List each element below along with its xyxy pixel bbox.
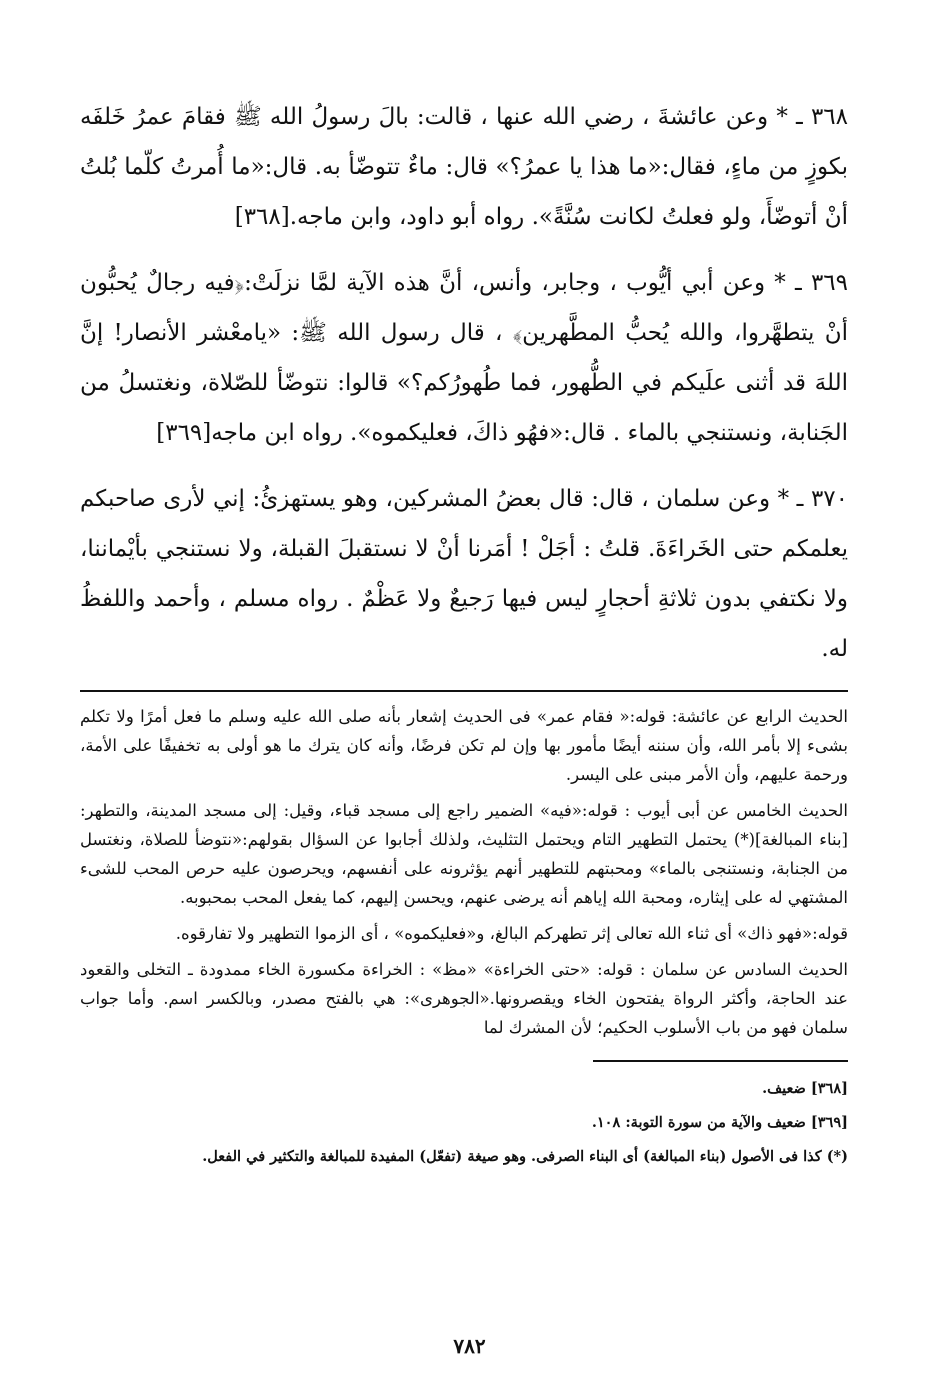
hadith-369: ٣٦٩ ـ * وعن أبي أيُّوب ، وجابر، وأنس، أنَّ هذه الآية لمَّا نزلَتْ:﴿فيه رجالٌ يُحبُّون أنْ يتطهَّروا، والله يُحبُّ المطَّهرين﴾ ، قال رسول الله ﷺ: «يامعْشر الأنصار! إنَّ اللهَ قد أثنى علَيكم في الطُّهور، فما طُهورُكم؟» قالوا: نتوضّأ للصّلاة، ونغتسلُ من الجَنابة، ونستنجي بالماء . قال:«فهُو ذاكَ، فعليكموه». رواه ابن ماجه[٣٦٩]: [80, 270, 848, 446]
page-body: [80, 92, 848, 1178]
footnote-separator: [593, 1060, 848, 1062]
hadith-370: ٣٧٠ ـ * وعن سلمان ، قال: قال بعضُ المشركين، وهو يستهزئُ: إني لأرى صاحبكم يعلمكم حتى الخَراءَةَ. قلتُ : أجَلْ ! أمَرنا أنْ لا نستقبلَ القبلة، ولا نستنجي بأيْماننا، ولا نكتفي بدون ثلاثةِ أحجارٍ ليس فيها رَجيعٌ ولا عَظْمٌ . رواه مسلم ، وأحمد واللفظُ له.: [80, 486, 848, 662]
footnote: (*) كذا فى الأصول (بناء المبالغة) أى البناء الصرفى. وهو صيغة (تفعّل) المفيدة للمبالغة والتكثير في الفعل.: [202, 1148, 848, 1165]
commentary-paragraph: الحديث الرابع عن عائشة: قوله:« فقام عمر» فى الحديث إشعار بأنه صلى الله عليه وسلم ما فعل أمرًا ولا تكلم بشىء إلا بأمر الله، وأن سننه أيضًا مأمور بها وإن لم تكن فرضًا، وأنه كان يترك ما هو أولى به تخفيفًا على الأمة، ورحمة عليهم، وأن الأمر مبنى على اليسر.: [80, 707, 848, 784]
page-number: ٧٨٢: [453, 1334, 486, 1358]
commentary-paragraph: الحديث الخامس عن أبى أيوب : قوله:«فيه» الضمير راجع إلى مسجد قباء، وقيل: إلى مسجد المدينة، والتطهر: [بناء المبالغة](*) يحتمل التطهير التام ويحتمل التثليث، ولذلك أجابوا عن السؤال بقولهم:«نتوضأ للصلاة، ونغتسل من الجنابة، ونستنجى بالماء» ومحبتهم للتطهير أنهم يؤثرونه على أنفسهم، ويحرصون عليه حرص المحب للشىء المشتهي له على إيثاره، ومحبة الله إياهم أنه يرضى عنهم، ويحسن إليهم، كما يفعل المحب بمحبوبه.: [80, 801, 848, 907]
commentary-paragraph: قوله:«فهو ذاك» أى ثناء الله تعالى إثر تطهركم البالغ، و«فعليكموه» ، أى الزموا التطهير ولا تفارقوه.: [175, 924, 848, 943]
hadith-368: ٣٦٨ ـ * وعن عائشةَ ، رضي الله عنها ، قالت: بالَ رسولُ الله ﷺ فقامَ عمرُ خَلفَه بكوزٍ من ماءٍ، فقال:«ما هذا يا عمرُ؟» قال: ماءٌ تتوضّأ به. قال:«ما أُمرتُ كلّما بُلتُ أنْ أتوضّأَ، ولو فعلتُ لكانت سُنَّةً». رواه أبو داود، وابن ماجه.[٣٦٨]: [80, 104, 848, 230]
commentary-paragraph: الحديث السادس عن سلمان : قوله: «حتى الخراءة» «مظ» : الخراءة مكسورة الخاء ممدودة ـ التخلى والقعود عند الحاجة، وأكثر الرواة يفتحون الخاء ويقصرونها.«الجوهرى»: هي بالفتح مصدر، وبالكسر اسم. وأما جواب سلمان فهو من باب الأسلوب الحكيم؛ لأن المشرك لما: [80, 960, 848, 1037]
footnote: [٣٦٨] ضعيف.: [762, 1080, 848, 1097]
footnote: [٣٦٩] ضعيف والآية من سورة التوبة: ١٠٨.: [591, 1114, 848, 1131]
commentary-separator: [80, 690, 848, 692]
